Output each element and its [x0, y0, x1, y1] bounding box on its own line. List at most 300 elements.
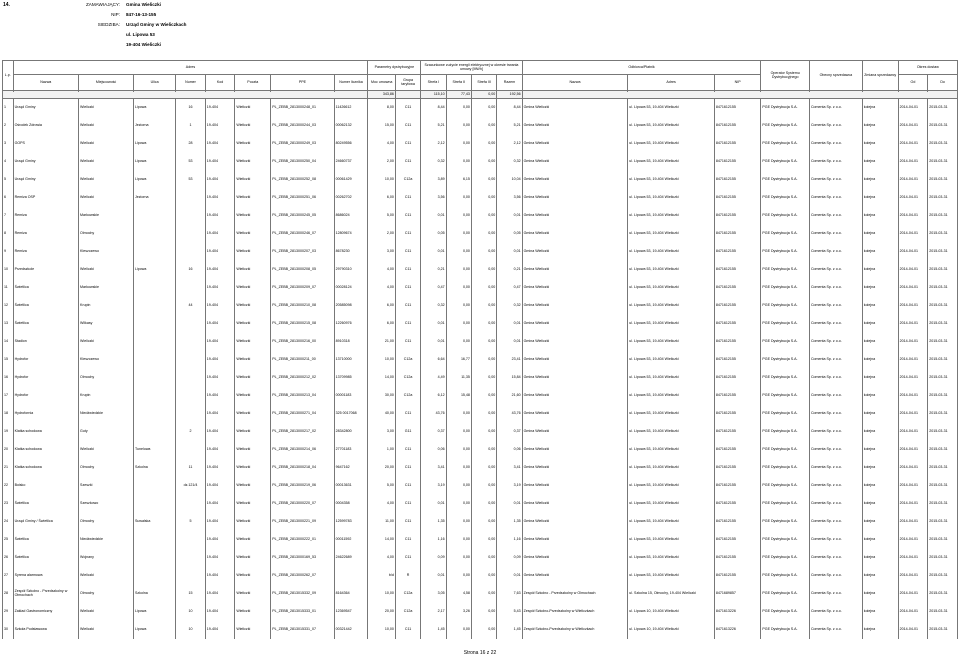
row-lp: 20 [3, 441, 14, 459]
row-change: kolejna [862, 369, 898, 387]
row-ppe: PL_ZEBB_2813000246_07 [271, 225, 334, 243]
row-number [176, 207, 206, 225]
row-lp: 29 [3, 603, 14, 621]
row-total: 1,16 [497, 531, 522, 549]
row-zone3: 0,00 [471, 531, 496, 549]
row-to: 2015-03-31 [928, 621, 958, 639]
row-zone2: 0,00 [446, 495, 471, 513]
row-osd: PGE Dystrybucja S.A. [761, 99, 810, 117]
row-name: Syrena alarmowa [13, 567, 78, 585]
row-ppe: PL_ZEBB_2813015332_09 [271, 585, 334, 603]
row-change: kolejna [862, 405, 898, 423]
row-osd: PGE Dystrybucja S.A. [761, 135, 810, 153]
row-change: kolejna [862, 495, 898, 513]
row-street [133, 225, 175, 243]
row-from: 2014-04-01 [898, 441, 928, 459]
row-from: 2014-04-01 [898, 585, 928, 603]
row-zone2: 0,00 [446, 99, 471, 117]
row-zone2: 0,00 [446, 405, 471, 423]
row-postcode: 19-404 [205, 189, 235, 207]
row-total: 43,76 [497, 405, 522, 423]
row-osd: PGE Dystrybucja S.A. [761, 621, 810, 639]
row-meter: 24622689 [334, 549, 368, 567]
row-total: 23,41 [497, 351, 522, 369]
row-seller: Comenta Sp. z o.o. [809, 225, 862, 243]
row-tariff: C12a [395, 369, 420, 387]
row-tariff: C11 [395, 297, 420, 315]
row-total: 2,12 [497, 135, 522, 153]
row-post: Wieliczki [235, 531, 271, 549]
row-power: 5,00 [368, 477, 395, 495]
row-total: 0,09 [497, 549, 522, 567]
row-payer-nip: 8471612155 [714, 567, 761, 585]
col-s1: Strefa I [421, 75, 446, 91]
row-osd: PGE Dystrybucja S.A. [761, 351, 810, 369]
row-osd: PGE Dystrybucja S.A. [761, 225, 810, 243]
row-postcode: 19-404 [205, 153, 235, 171]
row-postcode: 19-404 [205, 441, 235, 459]
row-lp: 28 [3, 585, 14, 603]
row-lp: 4 [3, 153, 14, 171]
row-seller: Comenta Sp. z o.o. [809, 603, 862, 621]
row-payer-nip: 8471612155 [714, 531, 761, 549]
row-to: 2015-03-31 [928, 567, 958, 585]
row-total: 15,84 [497, 369, 522, 387]
row-seller: Comenta Sp. z o.o. [809, 387, 862, 405]
col-ulica: Ulica [133, 75, 175, 91]
row-ppe: PL_ZEBB_2813000218_04 [271, 459, 334, 477]
row-lp: 11 [3, 279, 14, 297]
row-post: Wieliczki [235, 477, 271, 495]
row-change: kolejna [862, 99, 898, 117]
row-lp: 9 [3, 243, 14, 261]
row-street [133, 405, 175, 423]
row-total: 5,21 [497, 117, 522, 135]
row-osd: PGE Dystrybucja S.A. [761, 297, 810, 315]
row-zone3: 0,00 [471, 279, 496, 297]
row-name: Szkoła Podstawowa [13, 621, 78, 639]
row-from: 2014-04-01 [898, 135, 928, 153]
row-zone3: 0,00 [471, 621, 496, 639]
row-street [133, 351, 175, 369]
row-payer-name: Gmina Wieliczki [522, 225, 628, 243]
row-city: Wojnany [79, 549, 134, 567]
row-zone1: 0,01 [421, 495, 446, 513]
row-power: 10,00 [368, 171, 395, 189]
row-to: 2015-03-31 [928, 585, 958, 603]
row-payer-address: ul. Lipowa 53, 19-404 Wieliczki [628, 549, 715, 567]
row-zone3: 0,00 [471, 243, 496, 261]
row-zone3: 0,00 [471, 189, 496, 207]
row-street: Lipowa [133, 621, 175, 639]
row-zone3: 0,00 [471, 207, 496, 225]
row-change: kolejna [862, 117, 898, 135]
row-osd: PGE Dystrybucja S.A. [761, 531, 810, 549]
total-s4: 0,00 [471, 91, 496, 99]
row-from: 2014-04-01 [898, 423, 928, 441]
row-street: Lipowa [133, 261, 175, 279]
table-row [3, 117, 958, 135]
row-payer-address: ul. Lipowa 53, 19-404 Wieliczki [628, 153, 715, 171]
row-payer-nip: 8471612155 [714, 441, 761, 459]
row-zone2: 0,00 [446, 333, 471, 351]
row-ppe: PL_ZEBB_2813015331_07 [271, 621, 334, 639]
row-meter: 20585098 [334, 297, 368, 315]
row-name: Zespół Szkolno - Przedszkolny w Olmochach [13, 585, 78, 603]
row-payer-nip: 8471612155 [714, 549, 761, 567]
row-zone3: 0,00 [471, 135, 496, 153]
row-payer-address: ul. Lipowa 53, 19-404 Wieliczki [628, 405, 715, 423]
row-number: 44 [176, 297, 206, 315]
row-seller: Comenta Sp. z o.o. [809, 171, 862, 189]
row-osd: PGE Dystrybucja S.A. [761, 459, 810, 477]
row-to: 2015-03-31 [928, 99, 958, 117]
row-zone1: 0,01 [421, 207, 446, 225]
row-total: 7,63 [497, 585, 522, 603]
row-payer-address: ul. Lipowa 53, 19-404 Wieliczki [628, 135, 715, 153]
row-zone2: 0,00 [446, 459, 471, 477]
row-payer-name: Gmina Wieliczki [522, 459, 628, 477]
row-number [176, 351, 206, 369]
row-zone2: 0,00 [446, 531, 471, 549]
row-meter: 00013631 [334, 477, 368, 495]
row-meter: 00321442 [334, 621, 368, 639]
row-change: kolejna [862, 459, 898, 477]
row-total: 5,43 [497, 603, 522, 621]
row-power: 4,00 [368, 261, 395, 279]
row-total: 0,01 [497, 567, 522, 585]
row-ppe: PL_ZEBB_2813000212_02 [271, 369, 334, 387]
row-to: 2015-03-31 [928, 369, 958, 387]
row-post: Wieliczki [235, 585, 271, 603]
row-osd: PGE Dystrybucja S.A. [761, 405, 810, 423]
seat-value: Urząd Gminy w Wieliczkach [126, 22, 187, 27]
row-city: Wieliczki [79, 441, 134, 459]
row-seller: Comenta Sp. z o.o. [809, 99, 862, 117]
row-seller: Comenta Sp. z o.o. [809, 585, 862, 603]
row-payer-address: ul. Szkolna 15, Olmochy, 19-404 Wieliczki [628, 585, 715, 603]
row-street: Lipowa [133, 135, 175, 153]
row-power: 2,00 [368, 225, 395, 243]
row-zone1: 43,76 [421, 405, 446, 423]
row-postcode: 19-404 [205, 315, 235, 333]
row-to: 2015-03-31 [928, 189, 958, 207]
row-zone1: 6,64 [421, 351, 446, 369]
row-total: 3,41 [497, 459, 522, 477]
row-payer-name: Gmina Wieliczki [522, 495, 628, 513]
row-payer-address: ul. Lipowa 53, 19-404 Wieliczki [628, 477, 715, 495]
row-postcode: 19-404 [205, 279, 235, 297]
row-to: 2015-03-31 [928, 333, 958, 351]
row-zone2: 0,00 [446, 477, 471, 495]
row-zone1: 3,05 [421, 585, 446, 603]
row-zone3: 0,00 [471, 549, 496, 567]
col-kod: Kod [205, 75, 235, 91]
row-change: kolejna [862, 135, 898, 153]
row-tariff: C12a [395, 387, 420, 405]
row-ppe: PL_ZEBB_2813000214_06 [271, 441, 334, 459]
row-ppe: PL_ZEBB_2813000169_53 [271, 549, 334, 567]
row-post: Wieliczki [235, 567, 271, 585]
row-to: 2015-03-31 [928, 441, 958, 459]
table-row [3, 333, 958, 351]
row-meter: 12599783 [334, 513, 368, 531]
row-street [133, 495, 175, 513]
row-street [133, 423, 175, 441]
row-meter: 00028124 [334, 279, 368, 297]
table-row [3, 441, 958, 459]
table-row [3, 207, 958, 225]
row-meter: 00061429 [334, 171, 368, 189]
row-lp: 27 [3, 567, 14, 585]
row-seller: Comenta Sp. z o.o. [809, 153, 862, 171]
row-name: Remiza [13, 207, 78, 225]
row-change: kolejna [862, 243, 898, 261]
row-lp: 3 [3, 135, 14, 153]
col-numer: Numer [176, 75, 206, 91]
row-post: Wieliczki [235, 351, 271, 369]
row-power: 5,00 [368, 207, 395, 225]
row-zone1: 0,21 [421, 261, 446, 279]
row-zone3: 0,00 [471, 333, 496, 351]
row-payer-nip: 8471612155 [714, 351, 761, 369]
row-from: 2014-04-01 [898, 603, 928, 621]
row-postcode: 19-404 [205, 207, 235, 225]
row-number [176, 567, 206, 585]
row-payer-nip: 8471612155 [714, 423, 761, 441]
row-osd: PGE Dystrybucja S.A. [761, 243, 810, 261]
row-name: GOPS [13, 135, 78, 153]
col-group-parametry: Parametry dystrybucyjne [368, 61, 421, 75]
row-payer-name: Gmina Wieliczki [522, 351, 628, 369]
row-seller: Comenta Sp. z o.o. [809, 261, 862, 279]
row-city: Wieliczki [79, 99, 134, 117]
row-to: 2015-03-31 [928, 225, 958, 243]
row-name: Świetlica [13, 549, 78, 567]
row-payer-nip: 8471689857 [714, 585, 761, 603]
row-city: Guty [79, 423, 134, 441]
row-meter: 00262702 [334, 189, 368, 207]
row-ppe: PL_ZEBB_2813000220_07 [271, 495, 334, 513]
row-zone2: 0,00 [446, 279, 471, 297]
col-grupa: Grupa taryfowa [395, 75, 420, 91]
row-number: 53 [176, 171, 206, 189]
row-number [176, 333, 206, 351]
row-change: kolejna [862, 423, 898, 441]
row-street: Jeziorna [133, 189, 175, 207]
col-s2: Strefa II [446, 75, 471, 91]
row-payer-name: Zespół Szkolno-Przedszkolny w Wieliczkach [522, 603, 628, 621]
row-payer-nip: 8471612155 [714, 243, 761, 261]
row-ppe: PL_ZEBB_2813015333_01 [271, 603, 334, 621]
table-row [3, 153, 958, 171]
table-row [3, 261, 958, 279]
row-number: dz.121/4 [176, 477, 206, 495]
row-meter [334, 567, 368, 585]
row-zone1: 4,49 [421, 369, 446, 387]
row-zone1: 0,47 [421, 279, 446, 297]
row-power: 30,00 [368, 387, 395, 405]
row-power: 10,00 [368, 585, 395, 603]
row-street [133, 531, 175, 549]
row-payer-name: Gmina Wieliczki [522, 513, 628, 531]
row-ppe: PL_ZEBB_2813000215_08 [271, 315, 334, 333]
row-payer-address: ul. Lipowa 53, 19-404 Wieliczki [628, 297, 715, 315]
row-zone2: 0,00 [446, 243, 471, 261]
row-zone1: 3,19 [421, 477, 446, 495]
row-osd: PGE Dystrybucja S.A. [761, 567, 810, 585]
row-city: Kleszczewo [79, 351, 134, 369]
row-tariff: C11 [395, 459, 420, 477]
row-lp: 10 [3, 261, 14, 279]
row-zone2: 0,00 [446, 315, 471, 333]
row-payer-nip: 8471612155 [714, 171, 761, 189]
row-payer-nip: 8471612155 [714, 405, 761, 423]
row-power: 3,00 [368, 423, 395, 441]
row-to: 2015-03-31 [928, 315, 958, 333]
row-post: Wieliczki [235, 333, 271, 351]
row-postcode: 19-404 [205, 459, 235, 477]
row-post: Wieliczki [235, 387, 271, 405]
row-meter: 8686024 [334, 207, 368, 225]
row-to: 2015-03-31 [928, 495, 958, 513]
row-city: Olmochy [79, 459, 134, 477]
row-lp: 12 [3, 297, 14, 315]
row-payer-nip: 8471612155 [714, 135, 761, 153]
row-change: kolejna [862, 513, 898, 531]
row-street [133, 387, 175, 405]
row-payer-address: ul. Lipowa 53, 19-404 Wieliczki [628, 441, 715, 459]
row-post: Wieliczki [235, 117, 271, 135]
row-tariff: C12a [395, 585, 420, 603]
row-zone1: 0,05 [421, 225, 446, 243]
row-lp: 1 [3, 99, 14, 117]
row-name: Świetlica [13, 315, 78, 333]
row-payer-address: ul. Lipowa 53, 19-404 Wieliczki [628, 171, 715, 189]
row-power: 40,00 [368, 405, 395, 423]
row-power: 11,00 [368, 513, 395, 531]
row-osd: PGE Dystrybucja S.A. [761, 495, 810, 513]
row-ppe: PL_ZEBB_2813000244_03 [271, 117, 334, 135]
row-seller: Comenta Sp. z o.o. [809, 279, 862, 297]
row-payer-address: ul. Lipowa 53, 19-404 Wieliczki [628, 369, 715, 387]
row-zone1: 0,32 [421, 153, 446, 171]
row-payer-name: Zespół Szkolno-Przedszkolny w Wieliczkach [522, 621, 628, 639]
row-lp: 14 [3, 333, 14, 351]
row-zone2: 0,00 [446, 207, 471, 225]
col-group-adres: Adres [13, 61, 368, 75]
orderer-value: Gmina Wieliczki [126, 2, 161, 7]
row-postcode: 19-404 [205, 117, 235, 135]
row-name: Remiza [13, 225, 78, 243]
row-lp: 6 [3, 189, 14, 207]
row-total: 3,19 [497, 477, 522, 495]
row-zone2: 0,00 [446, 135, 471, 153]
row-osd: PGE Dystrybucja S.A. [761, 153, 810, 171]
row-postcode: 19-404 [205, 243, 235, 261]
row-number: 53 [176, 153, 206, 171]
row-to: 2015-03-31 [928, 459, 958, 477]
row-city: Kleszczewo [79, 243, 134, 261]
table-row [3, 189, 958, 207]
row-postcode: 19-404 [205, 225, 235, 243]
row-to: 2015-03-31 [928, 207, 958, 225]
row-change: kolejna [862, 387, 898, 405]
row-tariff: C11 [395, 135, 420, 153]
row-to: 2015-03-31 [928, 405, 958, 423]
row-payer-name: Gmina Wieliczki [522, 567, 628, 585]
row-number [176, 405, 206, 423]
row-from: 2014-04-01 [898, 99, 928, 117]
row-meter: 27701183 [334, 441, 368, 459]
row-change: kolejna [862, 477, 898, 495]
row-payer-nip: 8471612155 [714, 117, 761, 135]
row-payer-nip: 8471612155 [714, 513, 761, 531]
row-payer-nip: 8471612155 [714, 225, 761, 243]
row-tariff: R [395, 567, 420, 585]
row-zone3: 0,00 [471, 603, 496, 621]
row-number: 1 [176, 117, 206, 135]
row-city: Wieliczki [79, 153, 134, 171]
row-zone2: 0,00 [446, 297, 471, 315]
row-zone3: 0,00 [471, 369, 496, 387]
row-payer-name: Gmina Wieliczki [522, 333, 628, 351]
row-zone2: 15,48 [446, 387, 471, 405]
row-street [133, 279, 175, 297]
row-city: Szeszki [79, 477, 134, 495]
total-s3: 77,43 [446, 91, 471, 99]
table-row [3, 621, 958, 639]
section-number: 14. [3, 2, 10, 8]
row-tariff: C11 [395, 495, 420, 513]
col-o-nazwa: Nazwa [522, 75, 628, 91]
row-postcode: 19-404 [205, 405, 235, 423]
row-zone1: 1,45 [421, 621, 446, 639]
row-city: Wieliczki [79, 189, 134, 207]
row-total: 0,32 [497, 297, 522, 315]
row-to: 2015-03-31 [928, 549, 958, 567]
row-to: 2015-03-31 [928, 531, 958, 549]
row-tariff: C11 [395, 225, 420, 243]
col-razem: Razem [497, 75, 522, 91]
row-payer-name: Gmina Wieliczki [522, 297, 628, 315]
row-name: Hydrofornia [13, 405, 78, 423]
row-change: kolejna [862, 207, 898, 225]
row-total: 0,01 [497, 315, 522, 333]
row-name: Remiza OSP [13, 189, 78, 207]
row-post: Wieliczki [235, 621, 271, 639]
row-city: Wieliczki [79, 603, 134, 621]
row-zone3: 0,00 [471, 171, 496, 189]
page-footer: Strona 16 z 22 [463, 650, 497, 656]
row-change: kolejna [862, 153, 898, 171]
row-name: Przedszkole [13, 261, 78, 279]
row-postcode: 19-404 [205, 477, 235, 495]
row-postcode: 19-404 [205, 531, 235, 549]
row-zone2: 16,77 [446, 351, 471, 369]
seat-label: SIEDZIBA: [97, 22, 120, 27]
row-lp: 15 [3, 351, 14, 369]
nip-label: NIP: [111, 12, 120, 17]
row-post: Wieliczki [235, 441, 271, 459]
row-power: 4,00 [368, 549, 395, 567]
total-s1: 343,86 [368, 91, 395, 99]
row-payer-name: Gmina Wieliczki [522, 279, 628, 297]
row-zone3: 0,00 [471, 99, 496, 117]
row-from: 2014-04-01 [898, 351, 928, 369]
row-lp: 19 [3, 423, 14, 441]
row-seller: Comenta Sp. z o.o. [809, 621, 862, 639]
